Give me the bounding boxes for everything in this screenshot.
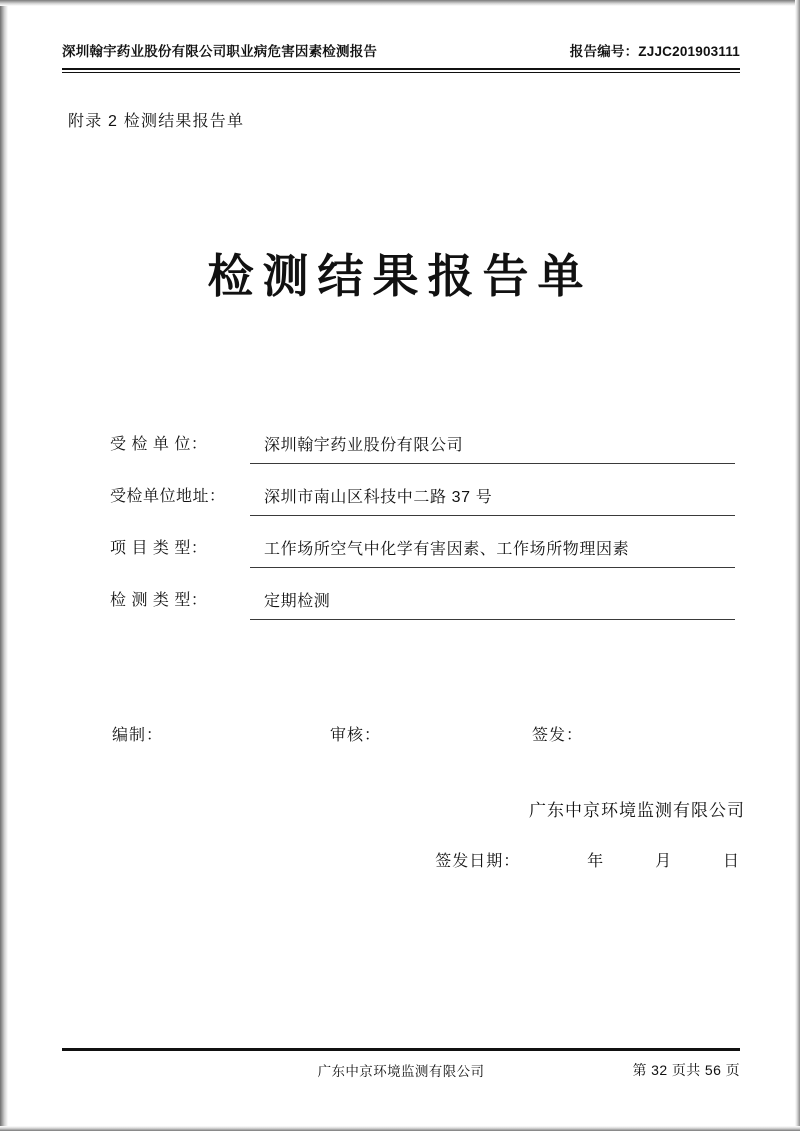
signature-issue-label: 签发： [532, 727, 584, 744]
issuer-company: 广东中京环境监测有限公司 [529, 801, 745, 820]
footer-page-number: 第 32 页共 56 页 [632, 1062, 740, 1078]
page-edge-left [0, 0, 8, 1131]
issue-date-month-unit: 月 [655, 853, 673, 870]
header-report-title: 深圳翰宇药业股份有限公司职业病危害因素检测报告 [62, 44, 378, 59]
field-list [110, 412, 735, 620]
field-label-unit: 受 检 单 位： [110, 436, 208, 453]
page-header [62, 40, 740, 60]
issue-date-day-unit: 日 [722, 853, 740, 870]
page-edge-bottom [0, 1126, 800, 1131]
field-row [110, 412, 735, 464]
signature-compile-label: 编制： [112, 727, 164, 744]
issue-date-label: 签发日期： [435, 853, 521, 870]
field-row [110, 516, 735, 568]
field-value-unit-wrap [250, 432, 735, 464]
field-value-project-type: 工作场所空气中化学有害因素、工作场所物理因素 [264, 541, 630, 558]
appendix-title: 附录 2 检测结果报告单 [68, 113, 245, 130]
field-row [110, 464, 735, 516]
field-value-test-type-wrap [250, 588, 735, 620]
header-report-number: 报告编号：ZJJC201903111 [569, 44, 740, 59]
field-value-test-type: 定期检测 [264, 593, 331, 610]
footer-company: 广东中京环境监测有限公司 [317, 1064, 485, 1079]
header-divider [62, 68, 740, 70]
field-label-test-type: 检 测 类 型： [110, 592, 208, 609]
page-edge-right [795, 0, 800, 1131]
field-value-project-type-wrap [250, 536, 735, 568]
issue-date-year-unit: 年 [587, 853, 605, 870]
issue-date-line [0, 848, 740, 871]
footer-divider [62, 1048, 740, 1051]
page-title: 检测结果报告单 [207, 250, 593, 302]
field-value-unit: 深圳翰宇药业股份有限公司 [264, 437, 464, 454]
signature-review-label: 审核： [330, 727, 382, 744]
field-value-address: 深圳市南山区科技中二路 37 号 [264, 489, 493, 506]
field-label-address: 受检单位地址： [110, 488, 226, 505]
page-edge-top [0, 0, 800, 6]
field-row [110, 568, 735, 620]
field-value-address-wrap [250, 484, 735, 516]
field-label-project-type: 项 目 类 型： [110, 540, 208, 557]
